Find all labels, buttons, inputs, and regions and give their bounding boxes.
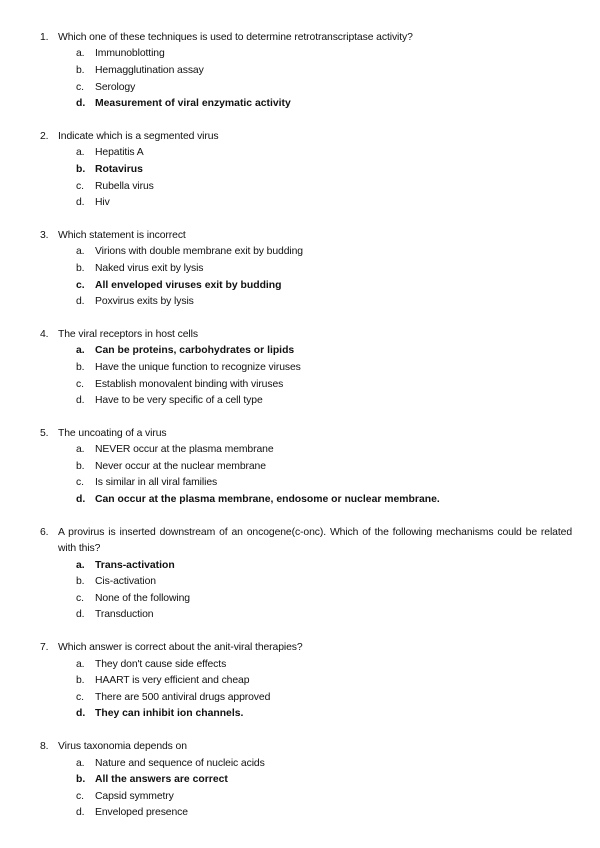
option-text: Establish monovalent binding with viruses (95, 378, 284, 390)
option-letter: b. (76, 460, 85, 472)
option-letter: b. (76, 163, 86, 175)
option-text: Transduction (95, 609, 154, 621)
question-5 (0, 426, 600, 509)
option-letter: c. (76, 790, 84, 802)
option-letter: b. (76, 576, 85, 588)
question-7-option-c (0, 690, 600, 707)
option-text: Is similar in all viral families (95, 477, 218, 489)
option-letter: d. (76, 98, 86, 110)
option-text: They can inhibit ion channels. (95, 708, 244, 720)
option-text: All the answers are correct (95, 774, 228, 786)
question-8-option-d (0, 805, 600, 822)
question-1 (0, 30, 600, 113)
option-text: Hepatitis A (95, 147, 144, 159)
option-text: Immunoblotting (95, 48, 165, 60)
question-2-option-a (0, 145, 600, 162)
question-number: 5. (40, 427, 49, 439)
option-text: Trans-activation (95, 559, 175, 571)
option-letter: c. (76, 279, 85, 291)
question-stem (0, 525, 600, 558)
option-letter: a. (76, 48, 85, 60)
question-6-option-a (0, 558, 600, 575)
option-text: NEVER occur at the plasma membrane (95, 444, 274, 456)
option-text: All enveloped viruses exit by budding (95, 279, 282, 291)
option-letter: a. (76, 345, 85, 357)
question-stem (0, 640, 600, 656)
question-8-option-c (0, 789, 600, 806)
question-number: 4. (40, 328, 49, 340)
option-list (0, 46, 600, 112)
question-text: Which answer is correct about the anit-viral therapies? (58, 642, 303, 654)
option-text: None of the following (95, 592, 190, 604)
option-list (0, 145, 600, 211)
option-text: There are 500 antiviral drugs approved (95, 691, 271, 703)
option-text: HAART is very efficient and cheap (95, 675, 250, 687)
option-list (0, 442, 600, 508)
question-5-option-d (0, 492, 600, 509)
option-letter: b. (76, 361, 85, 373)
option-letter: a. (76, 757, 85, 769)
question-8-option-a (0, 756, 600, 773)
question-5-option-a (0, 442, 600, 459)
question-5-option-b (0, 459, 600, 476)
option-text: Nature and sequence of nucleic acids (95, 757, 265, 769)
question-stem (0, 426, 600, 442)
option-letter: c. (76, 81, 84, 93)
option-list (0, 657, 600, 723)
option-text: Poxvirus exits by lysis (95, 296, 194, 308)
question-3-option-a (0, 244, 600, 261)
question-number: 7. (40, 642, 49, 654)
question-number: 8. (40, 741, 49, 753)
option-text: Hiv (95, 197, 110, 209)
option-letter: d. (76, 494, 86, 506)
question-text: Which one of these techniques is used to determine retrotranscriptase activity? (58, 32, 413, 43)
option-list (0, 558, 600, 624)
question-text: The viral receptors in host cells (58, 328, 198, 340)
question-8-option-b (0, 772, 600, 789)
question-text: The uncoating of a virus (58, 427, 167, 439)
option-letter: a. (76, 147, 85, 159)
question-text: Indicate which is a segmented virus (58, 130, 219, 142)
question-text: Virus taxonomia depends on (58, 741, 187, 753)
option-text: Measurement of viral enzymatic activity (95, 98, 291, 110)
option-letter: c. (76, 592, 84, 604)
option-letter: b. (76, 262, 85, 274)
question-1-option-b (0, 63, 600, 80)
option-text: Cis-activation (95, 576, 156, 588)
question-4-option-b (0, 360, 600, 377)
question-1-option-d (0, 96, 600, 113)
question-2-option-b (0, 162, 600, 179)
option-text: Never occur at the nuclear membrane (95, 460, 266, 472)
option-letter: d. (76, 807, 85, 819)
option-text: Have to be very specific of a cell type (95, 395, 263, 407)
question-3-option-d (0, 294, 600, 311)
question-3-option-b (0, 261, 600, 278)
option-text: They don't cause side effects (95, 658, 227, 670)
question-text: A provirus is inserted downstream of an oncogene(c-onc). Which of the following mechanisms could be related with this? (58, 526, 572, 555)
question-4-option-a (0, 343, 600, 360)
option-list (0, 343, 600, 409)
option-letter: c. (76, 691, 84, 703)
option-list (0, 756, 600, 822)
option-letter: d. (76, 395, 85, 407)
question-number: 2. (40, 130, 49, 142)
question-1-option-a (0, 46, 600, 63)
option-letter: b. (76, 675, 85, 687)
question-5-option-c (0, 475, 600, 492)
option-text: Can be proteins, carbohydrates or lipids (95, 345, 295, 357)
question-2-option-d (0, 195, 600, 212)
question-7-option-d (0, 706, 600, 723)
question-6-option-c (0, 591, 600, 608)
option-text: Rotavirus (95, 163, 143, 175)
question-stem (0, 129, 600, 145)
question-7-option-b (0, 673, 600, 690)
question-2 (0, 129, 600, 212)
question-6-option-b (0, 574, 600, 591)
option-letter: c. (76, 378, 84, 390)
option-list (0, 244, 600, 310)
option-text: Can occur at the plasma membrane, endosome or nuclear membrane. (95, 494, 440, 506)
option-text: Have the unique function to recognize viruses (95, 361, 301, 373)
option-letter: d. (76, 708, 86, 720)
option-text: Serology (95, 81, 136, 93)
question-2-option-c (0, 179, 600, 196)
question-1-option-c (0, 80, 600, 97)
option-letter: a. (76, 658, 85, 670)
question-6 (0, 525, 600, 624)
option-text: Enveloped presence (95, 807, 188, 819)
option-text: Naked virus exit by lysis (95, 262, 204, 274)
question-4-option-d (0, 393, 600, 410)
question-7-option-a (0, 657, 600, 674)
question-number: 6. (40, 526, 49, 538)
option-letter: c. (76, 477, 84, 489)
question-8 (0, 739, 600, 822)
question-4 (0, 327, 600, 410)
question-3-option-c (0, 278, 600, 295)
quiz-document (0, 30, 600, 838)
option-letter: d. (76, 197, 85, 209)
option-text: Hemagglutination assay (95, 65, 204, 76)
question-number: 3. (40, 229, 49, 241)
question-stem (0, 327, 600, 343)
question-stem (0, 739, 600, 755)
option-letter: d. (76, 296, 85, 308)
option-text: Virions with double membrane exit by budding (95, 246, 303, 258)
option-letter: c. (76, 180, 84, 192)
option-letter: d. (76, 609, 85, 621)
option-text: Capsid symmetry (95, 790, 174, 802)
question-stem (0, 228, 600, 244)
option-letter: a. (76, 246, 85, 258)
question-6-option-d (0, 607, 600, 624)
option-letter: a. (76, 444, 85, 456)
question-number: 1. (40, 32, 49, 43)
question-7 (0, 640, 600, 723)
option-letter: b. (76, 65, 85, 76)
question-text: Which statement is incorrect (58, 229, 186, 241)
option-letter: a. (76, 559, 85, 571)
question-4-option-c (0, 377, 600, 394)
question-3 (0, 228, 600, 311)
option-letter: b. (76, 774, 86, 786)
option-text: Rubella virus (95, 180, 154, 192)
question-stem (0, 30, 600, 46)
